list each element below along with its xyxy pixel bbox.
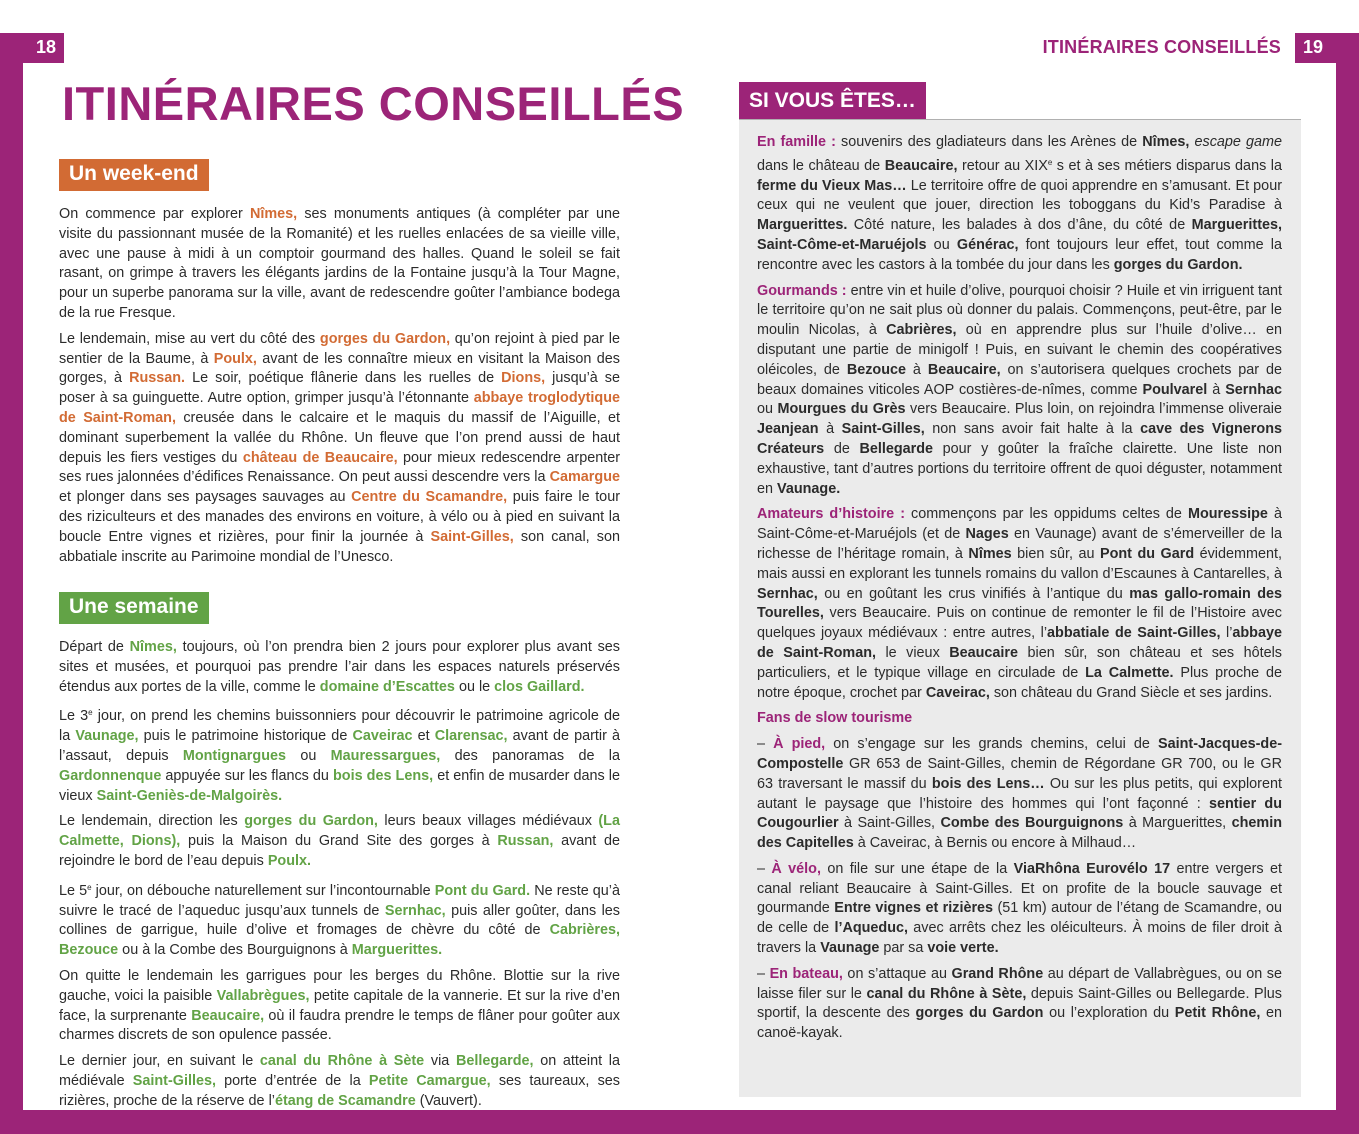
section-heading-weekend: Un week-end [59,159,209,191]
highlighted-term: e [88,708,93,718]
highlighted-term: château de Beaucaire, [242,449,398,466]
text-run: ou à la Combe des Bourguignons à [118,942,352,959]
text-run: on file sur une étape de la [820,860,1014,877]
text-run: à Caveirac, à Bernis ou encore à Milhaud… [853,835,1137,852]
text-run: puis faire le tour des riziculteurs et des manades des environs en voiture, à vélo ou à pied en suivant la boucle Entre vignes et rizières, pour finir la journée à [59,489,620,545]
paragraph [59,878,620,961]
text-run: avec arrêts chez les oléiculteurs. À moins de filer droit à travers la [757,920,1283,957]
text-run: au départ de Vallabrègues, ou on se laisse filer sur le [757,965,1282,1002]
text-run: le vieux [876,644,950,661]
highlighted-term: Beaucaire [949,644,1019,661]
highlighted-term: Caveirac, [925,684,990,701]
paragraph [59,703,620,806]
highlighted-term: Poulx. [267,852,311,869]
highlighted-term: Vaunage, [75,728,139,745]
highlighted-term: Gardonnenque [59,767,162,784]
highlighted-term: Centre du Scamandre, [351,489,508,506]
highlighted-term: Petite Camargue, [368,1072,491,1089]
highlighted-term: Dions, [501,370,546,387]
paragraph [59,812,620,871]
highlighted-term: Poulvarel [1142,381,1208,398]
text-run: ou en goûtant les crus vinifiés à l’antique du [817,585,1130,602]
highlighted-term: étang de Scamandre [274,1092,416,1109]
text-run: entre vin et huile d’olive, pourquoi choisir ? Huile et vin irriguent tant le territoire qu’on ne sait plus où donner du palais. Commençons, peut-être, par le moulin Nicolas, à [757,282,1282,339]
paragraph [757,282,1282,500]
highlighted-term: mas gallo-romain des Tourelles, [757,585,1282,622]
text-run: à [818,421,842,438]
highlighted-term: Mourgues du Grès [777,401,906,418]
text-run: l’ [1220,625,1233,642]
highlighted-term: Camargue [549,469,620,486]
highlighted-term: bois des Lens, [333,767,434,784]
text-run: où il faudra prendre le temps de flâner pour goûter aux charmes discrets de son opulence passée. [59,1007,620,1044]
highlighted-term: Bezouce [846,361,906,378]
page-title: ITINÉRAIRES CONSEILLÉS [62,77,685,130]
text-run: ou le [454,678,495,695]
text-run: commençons par les oppidums celtes de [905,506,1188,523]
text-run: puis aller goûter, dans les collines de garrigue, huile d’olive et fromages de chèvre du côté de [59,902,620,939]
highlighted-term: Poulx, [213,350,257,367]
text-run: évidemment, mais aussi en explorant les tunnels romains du vallon d’Escaunes à Cantarelles, à [757,545,1282,582]
highlighted-term: Fans de slow tourisme [757,710,913,727]
highlighted-term: abbaye troglodytique de Saint-Roman, [59,390,620,426]
highlighted-term: Générac, [956,236,1019,253]
text-run: qu’on rejoint à pied par le sentier de la Baume, à [59,330,620,367]
text-run: Le territoire offre de quoi apprendre en s’amusant. Et pour ceux qui ne veulent que jouer, direction les toboggans du Kid’s Paradise à [757,177,1282,214]
highlighted-term: Cabrières, [886,322,957,339]
highlighted-term: gorges du Gardon, [244,813,378,830]
text-run: bien sûr, au [1011,545,1100,562]
semaine-text [59,638,620,1118]
highlighted-term: cave des Vignerons Créateurs [757,421,1282,457]
text-run: non sans avoir fait halte à la [924,421,1141,438]
text-run: son château du Grand Siècle et ses jardins. [989,684,1273,701]
text-run: ses monuments antiques (à compléter par une visite du passionnant musée de la Romanité) et les ruelles enlacées de sa vieille ville, avec une pause à midi à un comptoir gourmand des halles. Quand le soleil se fait rasant, on grimpe à travers les élégants jardins de la Fontaine jusqu’à la Tour Magne, pour un superbe panorama sur la ville, avant de redescendre goûter l’ambiance bodega de la rue Fresque. [59,206,620,321]
text-run: jour, on débouche naturellement sur l’incontournable [91,882,435,899]
highlighted-term: abbaye de Saint-Roman, [757,625,1282,661]
paragraph [757,965,1282,1044]
highlighted-term: Vaunage [820,940,880,957]
text-run: GR 653 de Saint-Gilles, chemin de Régordane GR 700, ou le GR 63 traversant le massif du [757,755,1282,792]
highlighted-term: Pont du Gard [1100,545,1195,562]
text-run: vers Beaucaire. Puis on continue de remonter le fil de l’Histoire avec quelques joyaux médiévaux : entre autres, l’ [757,605,1282,642]
paragraph [757,860,1282,959]
text-run: on s’autorisera quelques crochets par de beaux domaines viticoles AOP costières-de-nîmes, comme [757,361,1283,398]
highlighted-term: canal du Rhône à Sète, [866,985,1027,1002]
text-run: à [906,361,928,378]
text-run: pour mieux redescendre arpenter ses rues jalonnées d’édifices Renaissance. On peut aussi descendre vers la [59,449,621,486]
text-run: ou [757,401,778,418]
highlighted-term: Mouressipe [1187,506,1268,523]
text-run: Le lendemain, mise au vert du côté des [59,330,320,347]
highlighted-term: Entre vignes et rizières [834,900,994,917]
text-run: creusée dans le calcaire et le maquis du massif de l’Aiguille, et dominant superbement la vallée du Rhône. Un fleuve que l’on prend aussi de haut depuis les fiers vestiges du [59,409,620,466]
page-number-left: 18 [36,37,57,57]
highlighted-term: La Calmette. [1085,664,1174,681]
text-run: Le 5 [59,882,88,899]
highlighted-term: Beaucaire, [191,1007,265,1024]
text-run: jusqu’à se poser à sa guinguette. Autre option, grimper jusqu’à l’étonnante [59,370,621,407]
highlighted-term: Vaunage. [777,480,841,497]
text-run: Départ de [59,639,130,655]
text-run: Le soir, poétique flânerie dans les ruelles de [185,370,502,387]
highlighted-term: e [87,882,92,892]
highlighted-term: Sernhac [1225,381,1282,398]
text-run: puis la Maison du Grand Site des gorges à [180,833,498,850]
page-number-right: 19 [1303,37,1324,57]
highlighted-term: sentier du Cougourlier [757,795,1282,832]
text-run: on atteint la médiévale [59,1053,621,1089]
text-run: Ne reste qu’à suivre le tracé de l’aqueduc jusqu’aux tunnels de [59,882,621,919]
highlighted-term: Marguerittes. [757,217,848,234]
text-run: en canoë-kayak. [757,1005,1282,1042]
box-heading: SI VOUS ÊTES… [739,82,926,119]
highlighted-term: Nîmes, [129,639,177,655]
text-run: porte d’entrée de la [215,1072,369,1089]
text-run: bien sûr, son château et ses hôtels particuliers, et le typique village en circulade de [757,644,1282,681]
text-run: de [824,440,860,457]
text-run: retour au XIX [957,157,1048,174]
text-run: ou l’exploration du [1043,1005,1175,1022]
highlighted-term: Montignargues [182,747,286,764]
text-run: à Saint-Gilles, [838,815,941,832]
text-run: entre vergers et canal reliant Beaucaire à Saint-Gilles. Et on profite de la boucle sauvage et gourmande [757,860,1283,917]
highlighted-term: Saint-Gilles, [430,528,514,545]
highlighted-term: Bellegarde, [455,1053,534,1070]
paragraph [59,638,620,697]
text-run: ou [926,236,957,253]
text-run: et plonger dans ses paysages sauvages au [59,489,352,506]
text-run: petite capitale de la vannerie. Et sur la rive d’en face, la surprenante [59,987,620,1024]
highlighted-term: Caveirac [352,728,413,745]
highlighted-term: Bellegarde [859,440,934,457]
highlighted-term: Saint-Jacques-de-Compostelle [757,736,1282,772]
text-run: leurs beaux villages médiévaux [377,813,599,830]
text-run: dans le château de [757,157,885,174]
highlighted-term: domaine d’Escattes [319,678,455,695]
highlighted-term: Beaucaire, [927,361,1001,378]
text-run: pour y goûter la fraîche clairette. Une liste non exhaustive, tant d’autres portions du territoire offrent de quoi déguster, notamment en [757,440,1282,497]
highlighted-term: Grand Rhône [951,965,1044,982]
paragraph [59,967,620,1046]
highlighted-term: Russan, [497,833,554,850]
highlighted-term: ViaRhôna Eurovélo 17 [1013,860,1171,877]
text-run: et enfin de musarder dans le vieux [59,767,620,804]
highlighted-term: Nages [965,526,1009,543]
highlighted-term: Sernhac, [757,585,818,602]
text-run: – [757,965,770,982]
highlighted-term: Russan. [129,370,186,387]
text-run: (51 km) autour de l’étang de Scamandre, ou de celle de [757,900,1282,937]
paragraph [59,1052,620,1111]
highlighted-term: Gourmands : [757,282,847,299]
text-run: jour, on prend les chemins buissonniers pour découvrir le patrimoine agricole de la [59,708,621,745]
weekend-text [59,205,620,573]
highlighted-term: Pont du Gard. [434,882,531,899]
paragraph [757,709,1282,729]
highlighted-term: Cabrières, Bezouce [59,922,620,959]
highlighted-term: gorges du Gardon. [1113,256,1243,273]
highlighted-term: bois des Lens… [931,775,1045,792]
highlighted-term: Saint-Geniès-de-Malgoirès. [96,787,283,804]
text-run: à Marguerittes, [1123,815,1232,832]
text-run: depuis Saint-Gilles ou Bellegarde. Plus sportif, la descente des [757,985,1283,1022]
text-run: et [412,728,435,745]
text-run: où en apprendre plus sur l’huile d’olive… en disputant une partie de minigolf ! Puis, en suivant le chemin des coopératives oléicoles, de [757,322,1282,378]
highlighted-term: abbatiale de Saint-Gilles, [1047,625,1221,642]
text-run: (Vauvert). [415,1092,482,1109]
highlighted-term: e [1047,157,1053,167]
text-run: via [424,1053,456,1070]
highlighted-term: Nîmes, [249,206,298,222]
text-run: à Saint-Côme-et-Maruéjols (et de [757,506,1282,543]
text-run: avant de partir à l’assaut, depuis [59,728,621,764]
left-margin-bar [0,33,23,1113]
paragraph [59,330,620,568]
highlighted-term: chemin des Capitelles [757,815,1282,852]
right-margin-bar [1336,33,1359,1113]
highlighted-term: Mauressargues, [330,747,441,764]
text-run: Côté nature, les balades à dos d’âne, du côté de [847,217,1192,234]
highlighted-term: Petit Rhône, [1174,1005,1261,1022]
paragraph [59,205,620,324]
highlighted-term: l’Aqueduc, [834,920,909,937]
highlighted-term: En bateau, [769,965,843,982]
text-run: ou [286,747,331,764]
highlighted-term: canal du Rhône à Sète [259,1053,425,1070]
text-run: Le dernier jour, en suivant le [59,1053,260,1070]
text-run: font toujours leur effet, tout comme la rencontre avec les castors à la tombée du jour dans les [757,236,1282,273]
highlighted-term: escape game [1194,134,1282,150]
text-run: à [1207,381,1226,398]
text-run: toujours, où l’on prendra bien 2 jours pour explorer plus avant ses sites et musées, et pourquoi pas prendre l’air dans les espaces naturels préservés étendus aux portes de la ville, comme le [59,639,620,695]
highlighted-term: ferme du Vieux Mas… [757,177,907,194]
highlighted-term: Clarensac, [434,728,508,745]
text-run: On quitte le lendemain les garrigues pour les berges du Rhône. Blottie sur la rive gauche, voici la paisible [59,967,620,1004]
text-run: vers Beaucaire. Plus loin, on rejoindra l’immense oliveraie [905,401,1283,418]
highlighted-term: À vélo, [771,860,821,877]
paragraph [757,505,1282,703]
text-run: on s’engage sur les grands chemins, celui de [825,736,1159,753]
highlighted-term: gorges du Gardon, [319,330,451,347]
highlighted-term: Marguerittes, Saint-Côme-et-Maruéjols [757,217,1282,253]
text-run: Plus proche de notre époque, crochet par [757,664,1283,701]
text-run: Le 3 [59,708,89,725]
text-run: souvenirs des gladiateurs dans les Arènes de [835,134,1143,150]
highlighted-term: Vallabrègues, [216,987,310,1004]
highlighted-term: En famille : [757,134,836,150]
highlighted-term: Nîmes, [1142,134,1190,150]
text-run: on s’attaque au [842,965,952,982]
section-heading-semaine: Une semaine [59,592,209,624]
highlighted-term: Beaucaire, [884,157,958,174]
text-run: avant de rejoindre le bord de l’eau depuis [59,833,620,869]
text-run: puis le patrimoine historique de [138,728,353,745]
highlighted-term: À pied, [773,736,826,753]
text-run: ses taureaux, ses rizières, proche de la réserve de l’ [59,1072,620,1109]
si-vous-etes-text [757,133,1282,1050]
highlighted-term: (La Calmette, Dions), [59,813,620,850]
text-run: appuyée sur les flancs du [161,767,334,784]
text-run: par sa [879,940,928,957]
text-run: en Vaunage) avant de s’émerveiller de la richesse de l’héritage romain, à [757,526,1282,562]
highlighted-term: Saint-Gilles, [132,1072,216,1089]
text-run: Ou sur les plus petits, qui explorent autant le paysage que l’histoire des hommes qui l’ont façonné : [757,775,1282,812]
text-run: s et à ses métiers disparus dans la [1052,157,1282,174]
text-run: avant de les connaître mieux en visitant la Maison des gorges, à [59,350,620,387]
highlighted-term: clos Gaillard. [494,678,585,695]
highlighted-term: Combe des Bourguignons [940,815,1124,832]
text-run: – [757,736,774,753]
highlighted-term: Jeanjean [757,421,819,438]
highlighted-term: Sernhac, [384,902,446,919]
highlighted-term: voie verte. [927,940,999,957]
text-run: Le lendemain, direction les [59,813,245,830]
text-run: – [757,860,772,877]
highlighted-term: Marguerittes. [351,942,443,959]
running-head: ITINÉRAIRES CONSEILLÉS [1042,37,1281,57]
paragraph [757,133,1282,276]
text-run: des panoramas de la [440,747,620,764]
paragraph [757,735,1282,854]
box-divider [739,119,1301,120]
highlighted-term: gorges du Gardon [915,1005,1044,1022]
text-run: On commence par explorer [59,206,250,222]
highlighted-term: Amateurs d’histoire : [757,506,905,523]
highlighted-term: Saint-Gilles, [841,421,925,438]
text-run: son canal, son abbatiale inscrite au Parimoine mondial de l’Unesco. [59,528,620,565]
highlighted-term: Nîmes [968,545,1012,562]
